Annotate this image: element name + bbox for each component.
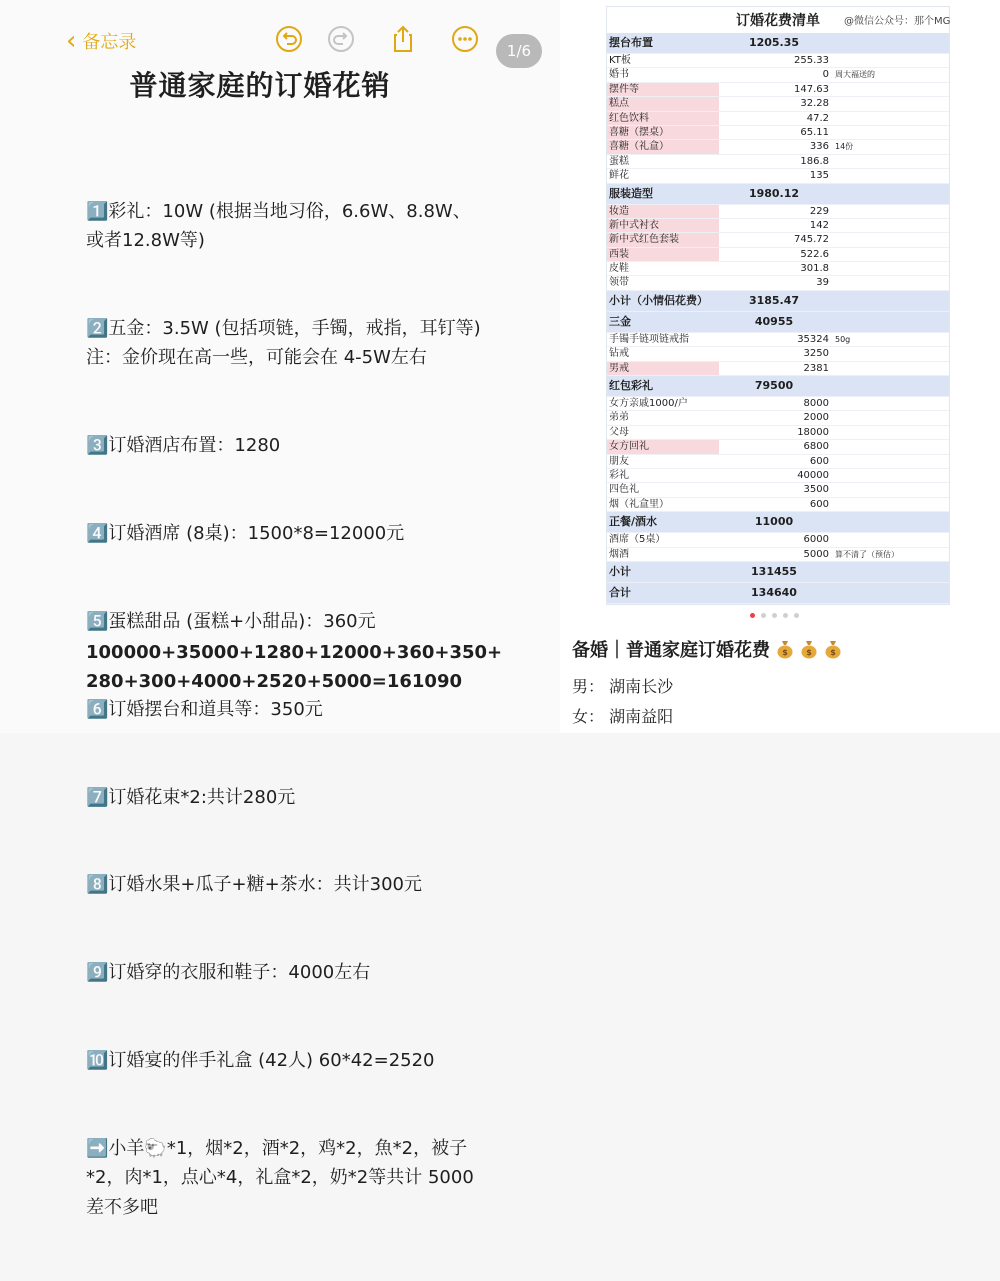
back-label: 备忘录 [82, 32, 137, 53]
expense-rows [607, 33, 949, 604]
table-cell-value: 600 [809, 455, 829, 467]
table-row [607, 483, 949, 497]
note-line: 🔟订婚宴的伴手礼盒 (42人) 60*42=2520 [86, 1050, 435, 1072]
table-cell-name: KT板 [609, 55, 631, 66]
expense-table-image[interactable] [606, 6, 950, 605]
table-cell-value: 2381 [803, 362, 829, 374]
carousel-dots[interactable] [750, 613, 799, 618]
svg-text:$: $ [830, 648, 836, 657]
undo-icon [275, 25, 303, 53]
post-caption [572, 636, 842, 662]
table-cell-value: 336 [809, 141, 829, 153]
table-cell-note [831, 483, 949, 496]
table-cell-note [831, 455, 949, 468]
table-row [607, 426, 949, 440]
table-row [607, 469, 949, 483]
table-cell-name: 鲜花 [609, 170, 629, 182]
table-cell-value: 35324 [797, 333, 829, 345]
table-cell-value: 301.8 [800, 263, 829, 275]
table-cell-name: 婚书 [609, 69, 629, 81]
table-cell-value: 1205.35 [748, 36, 800, 49]
table-row [607, 411, 949, 425]
table-cell-name: 弟弟 [609, 412, 629, 424]
table-cell-value: 229 [809, 205, 829, 217]
undo-button[interactable] [274, 24, 304, 54]
table-cell-name: 红色饮料 [607, 112, 719, 125]
table-cell-value: 40955 [754, 314, 794, 328]
table-row [607, 155, 949, 169]
table-cell-name: 小计 [609, 564, 631, 578]
table-cell-value: 135 [809, 170, 829, 182]
table-cell-note [831, 533, 949, 546]
table-cell-note [831, 276, 949, 289]
redo-icon [327, 25, 355, 53]
table-cell-note [831, 440, 949, 453]
table-section-row [607, 312, 949, 333]
table-cell-value: 2000 [803, 412, 829, 424]
table-cell-note [831, 376, 949, 396]
table-cell-name: 女方回礼 [607, 440, 719, 453]
note-line: 8️⃣订婚水果+瓜子+糖+茶水：共计300元 [86, 874, 423, 896]
table-row [607, 455, 949, 469]
table-cell-value: 131455 [751, 564, 797, 578]
note-line: 9️⃣订婚穿的衣服和鞋子：4000左右 [86, 962, 371, 984]
table-cell-value: 65.11 [800, 126, 829, 138]
svg-text:$: $ [782, 648, 788, 657]
table-cell-value: 1980.12 [748, 186, 800, 200]
table-cell-note: 14份 [835, 142, 854, 152]
table-cell-note [831, 498, 949, 511]
table-row [607, 347, 949, 361]
groom-place: 湖南长沙 [609, 677, 674, 696]
carousel-dot[interactable] [761, 613, 766, 618]
table-cell-name: 服装造型 [609, 186, 653, 200]
table-cell-name: 领带 [609, 277, 629, 289]
table-row [607, 248, 949, 262]
table-section-row [607, 291, 949, 312]
share-button[interactable] [388, 24, 418, 54]
table-cell-value: 745.72 [794, 234, 829, 246]
table-cell-note [831, 112, 949, 125]
table-cell-note [831, 562, 949, 582]
table-cell-value: 186.8 [800, 155, 829, 167]
table-row [607, 276, 949, 290]
redo-button[interactable] [326, 24, 356, 54]
table-cell-name: 烟（礼盒里） [609, 498, 669, 510]
table-row [607, 362, 949, 376]
table-cell-value: 8000 [803, 398, 829, 410]
table-section-row [607, 184, 949, 205]
table-row [607, 169, 949, 183]
table-cell-value: 6000 [803, 534, 829, 546]
table-section-row [607, 512, 949, 533]
table-cell-note [831, 347, 949, 360]
table-cell-value: 39 [816, 277, 829, 289]
carousel-dot-active[interactable] [750, 613, 755, 618]
table-cell-value: 3500 [803, 484, 829, 496]
table-row [607, 262, 949, 276]
table-row [607, 68, 949, 82]
note-line: 6️⃣订婚摆台和道具等：350元 [86, 698, 323, 720]
table-cell-name: 女方亲戚1000/户 [609, 398, 688, 410]
table-cell-name: 红包彩礼 [609, 379, 653, 393]
table-cell-value: 40000 [797, 469, 829, 481]
table-row [607, 533, 949, 547]
table-cell-name: 蛋糕 [609, 155, 629, 167]
table-cell-note [831, 397, 949, 410]
table-cell-note [831, 233, 949, 246]
table-cell-value: 5000 [803, 548, 829, 560]
table-row [607, 498, 949, 512]
table-cell-name: 喜糖（摆桌） [607, 126, 719, 139]
table-cell-name: 钻戒 [609, 348, 629, 360]
table-row [607, 126, 949, 140]
note-body [86, 138, 486, 1281]
svg-text:$: $ [806, 648, 812, 657]
back-button[interactable] [66, 28, 136, 54]
table-cell-value: 142 [809, 219, 829, 231]
table-cell-note [831, 291, 949, 311]
table-row [607, 140, 949, 154]
bride-label: 女： [572, 707, 605, 726]
table-cell-value: 147.63 [794, 83, 829, 95]
table-cell-name: 酒席（5桌） [609, 534, 666, 546]
table-cell-name: 手镯手链项链戒指 [609, 333, 689, 345]
total-calculation: 100000+35000+1280+12000+360+350+ 280+300+4000+2520+5000=161090 [86, 642, 503, 692]
table-cell-value: 255.33 [794, 55, 829, 66]
table-cell-value: 47.2 [806, 112, 829, 124]
chevron-left-icon: ‹ [66, 26, 77, 56]
table-cell-name: 朋友 [609, 455, 629, 467]
money-bag-icon [800, 639, 818, 659]
table-row [607, 97, 949, 111]
table-cell-name: 摆台布置 [609, 36, 653, 49]
table-cell-note: 50g [835, 334, 851, 344]
table-row [607, 205, 949, 219]
watermark: @微信公众号：那个MG [844, 16, 951, 27]
money-bag-icon [776, 639, 794, 659]
table-cell-note [831, 583, 949, 603]
table-cell-value: 11000 [754, 515, 794, 529]
table-cell-note [831, 54, 949, 67]
table-cell-name: 糕点 [607, 97, 719, 110]
table-cell-note [831, 83, 949, 96]
table-section-row [607, 376, 949, 397]
table-cell-note [831, 97, 949, 110]
table-cell-note [831, 262, 949, 275]
table-cell-name: 皮鞋 [609, 263, 629, 275]
table-cell-name: 摆件等 [607, 83, 719, 96]
note-line: 2️⃣五金：3.5W (包括项链，手镯，戒指，耳钉等) 注：金价现在高一些，可能会在 4-5W左右 [86, 317, 487, 369]
table-cell-value: 522.6 [800, 248, 829, 260]
table-cell-value: 6800 [803, 441, 829, 453]
table-cell-name: 新中式衬衣 [607, 219, 719, 232]
table-title: 订婚花费清单 [736, 13, 820, 29]
note-line: 4️⃣订婚酒席 (8桌)：1500*8=12000元 [86, 522, 405, 544]
table-cell-name: 正餐/酒水 [609, 515, 658, 529]
table-cell-note [831, 33, 949, 53]
table-cell-value: 79500 [754, 379, 794, 393]
table-cell-note [831, 312, 949, 332]
table-cell-note [831, 362, 949, 375]
note-line: 1️⃣彩礼：10W (根据当地习俗，6.6W、8.8W、或者12.8W等) [86, 200, 471, 251]
table-cell-name: 新中式红色套装 [607, 233, 719, 246]
note-line: 3️⃣订婚酒店布置：1280 [86, 434, 281, 456]
more-button[interactable] [450, 24, 480, 54]
table-row [607, 333, 949, 347]
table-row [607, 219, 949, 233]
table-cell-value: 0 [822, 69, 829, 81]
table-cell-name: 妆造 [607, 205, 719, 218]
table-cell-name: 父母 [609, 426, 629, 438]
money-bag-icon [824, 639, 842, 659]
note-line: ➡️小羊🐑*1，烟*2，酒*2，鸡*2，魚*2，被子*2，肉*1，点心*4，礼盒*2，奶*2等共计 5000差不多吧 [86, 1138, 474, 1218]
table-cell-note [831, 219, 949, 232]
table-cell-name: 三金 [609, 314, 631, 328]
table-cell-value: 600 [809, 498, 829, 510]
table-section-row [607, 562, 949, 583]
table-cell-note [831, 205, 949, 218]
table-cell-note: 周大福送的 [835, 70, 875, 80]
table-cell-note [831, 512, 949, 532]
table-cell-note [831, 155, 949, 168]
table-section-row [607, 33, 949, 54]
table-row [607, 112, 949, 126]
table-cell-note [831, 248, 949, 261]
table-cell-name: 烟酒 [609, 548, 629, 560]
table-cell-name: 喜糖（礼盒） [607, 140, 719, 153]
more-icon [451, 25, 479, 53]
table-cell-note [831, 426, 949, 439]
table-cell-note [831, 126, 949, 139]
table-cell-value: 3185.47 [748, 293, 800, 307]
note-line: 5️⃣蛋糕甜品 (蛋糕+小甜品)：360元 [86, 610, 376, 632]
table-row [607, 233, 949, 247]
table-row [607, 397, 949, 411]
share-icon [389, 24, 417, 54]
note-title: 普通家庭的订婚花销 [129, 69, 391, 102]
carousel-dot[interactable] [772, 613, 777, 618]
table-cell-note: 算不清了（预估） [835, 549, 899, 559]
table-row [607, 54, 949, 68]
table-cell-name: 彩礼 [609, 469, 629, 481]
table-row [607, 83, 949, 97]
table-cell-name: 四色礼 [609, 484, 639, 496]
table-cell-value: 3250 [803, 348, 829, 360]
bride-place: 湖南益阳 [609, 707, 674, 726]
page-indicator: 1/6 [496, 34, 542, 68]
table-cell-value: 32.28 [800, 98, 829, 110]
groom-label: 男： [572, 677, 605, 696]
groom-origin [572, 674, 673, 697]
table-cell-note [831, 169, 949, 182]
table-cell-name: 西装 [607, 248, 719, 261]
table-cell-note [831, 469, 949, 482]
table-section-row [607, 583, 949, 604]
table-cell-name: 男戒 [607, 362, 719, 375]
table-cell-value: 134640 [751, 585, 797, 599]
note-line: 7️⃣订婚花束*2:共计280元 [86, 786, 296, 808]
table-cell-value: 18000 [797, 426, 829, 438]
table-cell-note [831, 411, 949, 424]
table-cell-name: 合计 [609, 585, 631, 599]
table-row [607, 548, 949, 562]
table-row [607, 440, 949, 454]
bride-origin [572, 704, 673, 727]
table-cell-name: 小计（小情侣花费） [609, 293, 708, 307]
carousel-dot[interactable] [783, 613, 788, 618]
post-caption-text: 备婚｜普通家庭订婚花费 [572, 640, 770, 661]
table-cell-note [831, 184, 949, 204]
carousel-dot[interactable] [794, 613, 799, 618]
